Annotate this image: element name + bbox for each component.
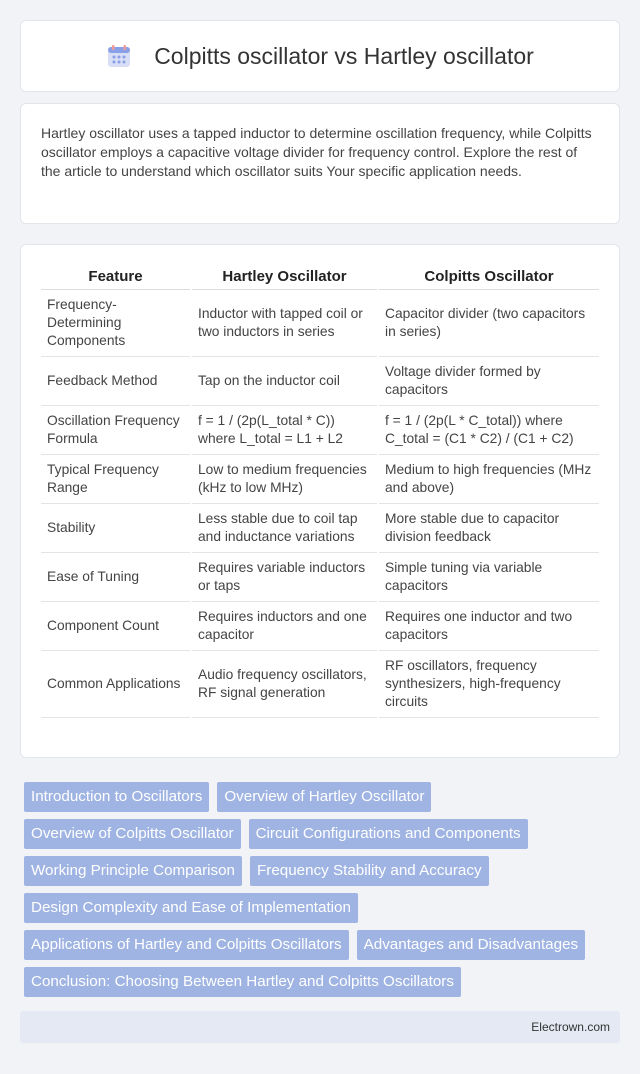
calendar-icon [106,43,132,69]
topic-tags [20,778,620,1000]
table-cell: Component Count [41,602,191,651]
table-cell: Voltage divider formed by capacitors [378,357,599,406]
table-cell: Inductor with tapped coil or two inductors in series [191,290,378,357]
tag-link[interactable]: Advantages and Disadvantages [357,930,585,960]
tag-link[interactable]: Frequency Stability and Accuracy [250,856,489,886]
table-cell: Audio frequency oscillators, RF signal generation [191,651,378,718]
tag-link[interactable]: Working Principle Comparison [24,856,242,886]
header-colpitts: Colpitts Oscillator [378,263,599,290]
comparison-table [41,263,599,718]
table-row [41,290,599,357]
tag-link[interactable]: Conclusion: Choosing Between Hartley and Colpitts Oscillators [24,967,461,997]
table-cell: Requires one inductor and two capacitors [378,602,599,651]
table-row [41,553,599,602]
intro-text: Hartley oscillator uses a tapped inductor to determine oscillation frequency, while Colpitts oscillator employs a capacitive voltage divider for frequency control. Explore the rest of the article to understand which oscillator suits Your specific application needs. [41,125,592,179]
table-cell: f = 1 / (2p(L * C_total)) where C_total = (C1 * C2) / (C1 + C2) [378,406,599,455]
footer [20,1011,620,1043]
table-row [41,357,599,406]
page-title: Colpitts oscillator vs Hartley oscillator [154,42,534,69]
tag-link[interactable]: Design Complexity and Ease of Implementation [24,893,358,923]
tag-link[interactable]: Applications of Hartley and Colpitts Oscillators [24,930,349,960]
table-cell: Common Applications [41,651,191,718]
table-cell: Requires inductors and one capacitor [191,602,378,651]
table-cell: Typical Frequency Range [41,455,191,504]
tag-link[interactable]: Overview of Hartley Oscillator [217,782,431,812]
table-cell: Oscillation Frequency Formula [41,406,191,455]
tag-link[interactable]: Introduction to Oscillators [24,782,209,812]
table-row [41,651,599,718]
tag-link[interactable]: Overview of Colpitts Oscillator [24,819,241,849]
intro-card [20,103,620,224]
table-cell: Requires variable inductors or taps [191,553,378,602]
table-cell: Stability [41,504,191,553]
header-feature: Feature [41,263,191,290]
table-cell: Frequency-Determining Components [41,290,191,357]
table-row [41,602,599,651]
table-cell: Medium to high frequencies (MHz and above) [378,455,599,504]
table-cell: Tap on the inductor coil [191,357,378,406]
table-row [41,455,599,504]
table-cell: Feedback Method [41,357,191,406]
comparison-table-card [20,244,620,758]
table-cell: Capacitor divider (two capacitors in series) [378,290,599,357]
table-cell: More stable due to capacitor division feedback [378,504,599,553]
table-row [41,504,599,553]
title-card [20,20,620,92]
table-header-row [41,263,599,290]
table-cell: RF oscillators, frequency synthesizers, high-frequency circuits [378,651,599,718]
table-row [41,406,599,455]
table-cell: Less stable due to coil tap and inductance variations [191,504,378,553]
table-cell: f = 1 / (2p(L_total * C)) where L_total = L1 + L2 [191,406,378,455]
table-cell: Low to medium frequencies (kHz to low MHz) [191,455,378,504]
table-cell: Simple tuning via variable capacitors [378,553,599,602]
footer-site[interactable]: Electrown.com [531,1020,610,1034]
table-cell: Ease of Tuning [41,553,191,602]
header-hartley: Hartley Oscillator [191,263,378,290]
tag-link[interactable]: Circuit Configurations and Components [249,819,528,849]
